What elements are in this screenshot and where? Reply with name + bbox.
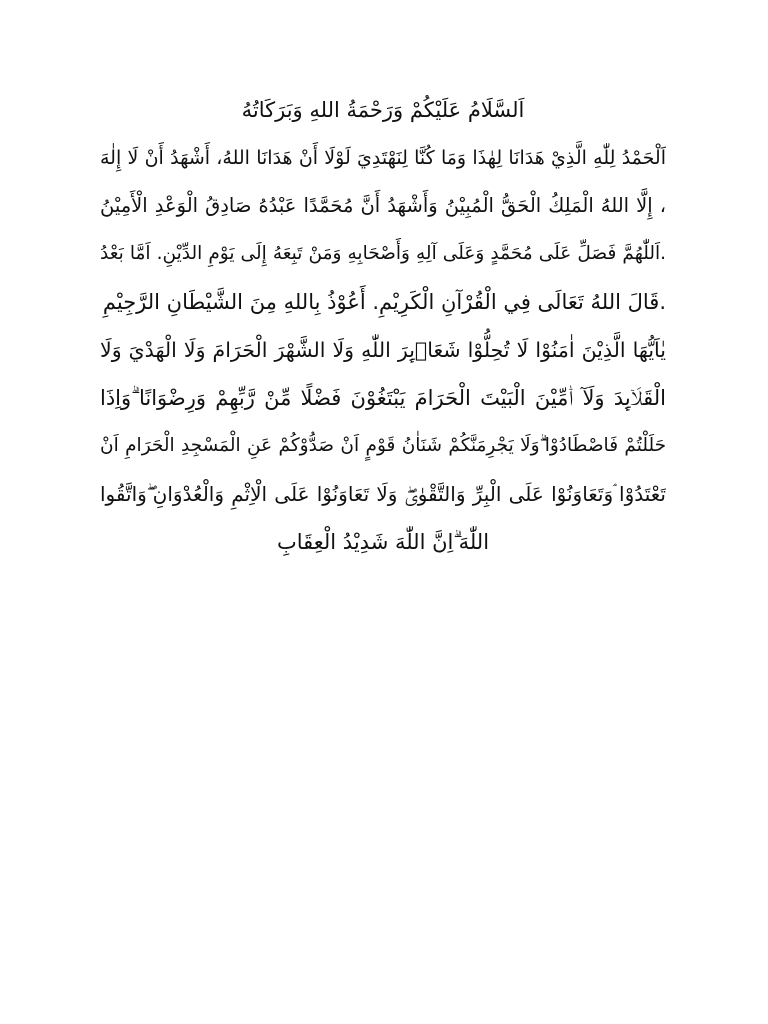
text-line: .قَالَ اللهُ تَعَالَى فِي الْقُرْآنِ الْكَرِيْمِ. أَعُوْذُ بِاللهِ مِنَ الشَّيْطَانِ الرَّجِيْمِ <box>102 290 666 314</box>
text-line-last: اللّٰهَ ۗاِنَّ اللّٰهَ شَدِيْدُ الْعِقَابِ <box>276 530 490 554</box>
text-line: .اَللّٰهُمَّ فَصَلِّ عَلَى مُحَمَّدٍ وَعَلَى آلِهِ وَأَصْحَابِهِ وَمَنْ تَبِعَهُ إِلَى يَوْمِ الدِّيْنِ. اَمَّا بَعْدُ <box>100 243 666 264</box>
greeting-line: اَلسَّلَامُ عَلَيْكُمْ وَرَحْمَةُ اللهِ وَبَرَكَاتُهُ <box>241 98 525 122</box>
text-line: الْقَلَاۤىِٕدَ وَلَآ اٰۤمِّيْنَ الْبَيْتَ الْحَرَامَ يَبْتَغُوْنَ فَضْلًا مِّنْ رَّبِّهِمْ وَرِضْوَانًا ۗوَاِذَا <box>100 386 666 410</box>
text-line: اَلْحَمْدُ لِلّٰهِ الَّذِيْ هَدَانَا لِهٰذَا وَمَا كُنَّا لِنَهْتَدِيَ لَوْلَا أَنْ هَدَانَا اللهُ، أَشْهَدُ أَنْ لَا إِلٰهَ <box>100 147 666 169</box>
text-line: تَعْتَدُوْا ۘوَتَعَاوَنُوْا عَلَى الْبِرِّ وَالتَّقْوٰىۖ وَلَا تَعَاوَنُوْا عَلَى الْاِثْمِ وَالْعُدْوَانِ ۖوَاتَّقُوا <box>100 482 666 506</box>
text-line: حَلَلْتُمْ فَاصْطَادُوْا ۗوَلَا يَجْرِمَنَّكُمْ شَنَاٰنُ قَوْمٍ اَنْ صَدُّوْكُمْ عَنِ الْمَسْجِدِ الْحَرَامِ اَنْ <box>100 435 666 456</box>
text-line: يٰاَيُّهَا الَّذِيْنَ اٰمَنُوْا لَا تُحِلُّوْا شَعَاۤىِٕرَ اللّٰهِ وَلَا الشَّهْرَ الْحَرَامَ وَلَا الْهَدْيَ وَلَا <box>100 338 666 362</box>
text-line: ، إِلَّا اللهُ الْمَلِكُ الْحَقُّ الْمُبِيْنُ وَأَشْهَدُ أَنَّ مُحَمَّدًا عَبْدُهُ صَادِقُ الْوَعْدِ الْأَمِيْنُ <box>100 194 666 217</box>
arabic-text-block <box>100 86 666 566</box>
